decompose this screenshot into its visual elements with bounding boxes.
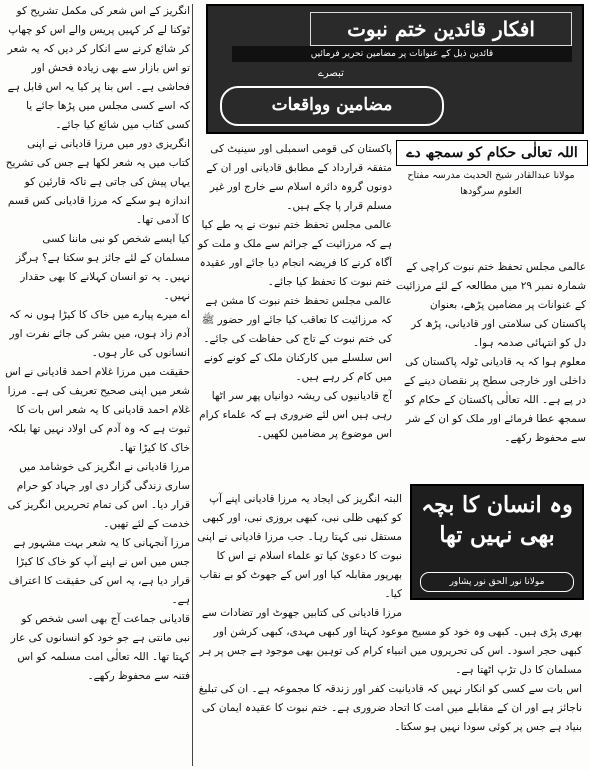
paragraph: حقیقت میں مرزا غلام احمد قادیانی نے اس شعر میں اپنی صحیح تعریف کی ہے۔ مرزا غلام احمد قادیانی کا یہ شعر اس بات کا ثبوت ہے کہ وہ آدم کی اولاد نہیں تھا بلکہ خاک کا کیڑا تھا۔ bbox=[5, 366, 190, 454]
article-headline: اللہ تعالٰی حکام کو سمجھ دے bbox=[396, 140, 588, 166]
paragraph: کیا ایسے شخص کو نبی ماننا کسی مسلمان کے لئے جائز ہو سکتا ہے؟ ہرگز نہیں۔ یہ تو انسان کہلانے کا بھی حقدار نہیں۔ bbox=[15, 233, 190, 302]
bottom-article-column bbox=[196, 490, 582, 766]
column-divider bbox=[192, 4, 193, 766]
paragraph: آج قادیانیوں کی ریشہ دوانیاں پھر سر اٹھا رہی ہیں اس لئے ضروری ہے کہ علماء کرام اس موضوع پر مضامین لکھیں۔ bbox=[199, 390, 392, 440]
section-subtitle-small: تبصرے bbox=[318, 68, 344, 79]
paragraph: عالمی مجلس تحفظ ختم نبوت کراچی کے شمارہ نمبر ۲۹ میں مطالعہ کے لئے مرزائیت کے عنوانات پر مضامین پڑھے، بعنوان پاکستان کی سلامتی اور قادیانی، پڑھ کر دل کو انتہائی صدمہ ہوا۔ bbox=[396, 261, 586, 349]
paragraph: عالمی مجلس تحفظ ختم نبوت نے یہ طے کیا ہے کہ مرزائیت کے جرائم سے ملک و ملت کو آگاہ کرنے کا فریضہ انجام دیا جائے اور عقیدہ ختم نبوت کا تحفظ کیا جائے۔ bbox=[198, 219, 392, 288]
paragraph: معلوم ہوا کہ یہ قادیانی ٹولہ پاکستان کی داخلی اور خارجی سطح پر نقصان دینے کے در پے ہے۔ اللہ تعالٰی پاکستان کے حکام کو سمجھ عطا فرمائے اور ملک کو ان کے شر سے محفوظ رکھے۔ bbox=[404, 356, 586, 444]
feature-title: وہ انسان کا بچہ بھی نہیں تھا bbox=[421, 492, 573, 548]
paragraph: انگریز کے اس شعر کی مکمل تشریح کو ٹوکنا لے کر کہیں پریس والے اس کو چھاپ کر شائع کرنے سے انکار کر دیں کہ یہ شعر تو اس بازار سے بھی زیادہ فحش اور فحاشی ہے۔ اس بنا پر کیا یہ اس قابل ہے کہ اسے کسی مجلس میں پڑھا جائے یا کسی کتاب میں شائع کیا جائے۔ bbox=[7, 5, 190, 131]
article-byline: مولانا عبدالقادر شیخ الحدیث مدرسہ مفتاح العلوم سرگودھا bbox=[407, 170, 575, 197]
right-article-column bbox=[396, 258, 586, 478]
paragraph: مرزا قادیانی کی کتابیں جھوٹ اور تضادات سے بھری پڑی ہیں۔ کبھی وہ خود کو مسیح موعود کہتا اور کبھی مہدی، کبھی کرشن اور کبھی حجر اسود۔ اس کی تحریروں میں انبیاء کرام کی توہین بھی موجود ہے جس پر ہر مسلمان کا دل تڑپ اٹھتا ہے۔ bbox=[199, 607, 582, 676]
paragraph: مرزا قادیانی نے انگریز کی خوشامد میں ساری زندگی گزار دی اور جہاد کو حرام قرار دیا۔ اس کی تمام تحریریں انگریز کی خدمت کے لئے تھیں۔ bbox=[7, 461, 190, 530]
middle-article-column bbox=[196, 140, 392, 486]
paragraph: اس بات سے کسی کو انکار نہیں کہ قادیانیت کفر اور زندقہ کا مجموعہ ہے۔ ان کی تبلیغ ناجائز ہے اور ان کے مقابلے میں امت کا اتحاد ضروری ہے۔ ختم نبوت کا عقیدہ ایمان کی بنیاد ہے جس پر کوئی سودا نہیں ہو سکتا۔ bbox=[198, 683, 582, 733]
paragraph: انگریزی دور میں مرزا قادیانی نے اپنی کتاب میں یہ شعر لکھا ہے جس کی تشریح یہاں پیش کی جاتی ہے تاکہ قارئین کو اندازہ ہو سکے کہ مرزا قادیانی کس قسم کا آدمی تھا۔ bbox=[5, 138, 190, 226]
left-article-column bbox=[4, 2, 190, 766]
section-header-banner bbox=[206, 4, 584, 134]
paragraph: اے میرے پیارے میں خاک کا کیڑا ہوں نہ کہ آدم زاد ہوں، میں بشر کی جائے نفرت اور انسانوں کی عار ہوں۔ bbox=[9, 309, 190, 359]
paragraph: البتہ انگریز کی ایجاد یہ مرزا قادیانی اپنے آپ کو کبھی ظلی نبی، کبھی بروزی نبی، اور کبھی مستقل نبی کہتا رہا۔ جب مرزا قادیانی نے اپنی نبوت کا دعویٰ کیا تو علماء اسلام نے اس کا بھرپور مقابلہ کیا اور اس کے جھوٹ کو بے نقاب کیا۔ bbox=[197, 493, 402, 600]
paragraph: قادیانی جماعت آج بھی اسی شخص کو نبی مانتی ہے جو خود کو انسانوں کی عار کہتا تھا۔ اللہ تعالٰی امت مسلمہ کو اس فتنہ سے محفوظ رکھے۔ bbox=[10, 613, 190, 682]
feature-byline: مولانا نور الحق نور پشاور bbox=[420, 572, 574, 592]
paragraph: پاکستان کی قومی اسمبلی اور سینیٹ کی متفقہ قرارداد کے مطابق قادیانی اور ان کے دونوں گروہ دائرہ اسلام سے خارج اور غیر مسلم قرار پا چکے ہیں۔ bbox=[206, 143, 392, 212]
banner-text-wrap-spacer bbox=[402, 490, 582, 608]
section-tagline: قائدین ذیل کے عنوانات پر مضامین تحریر فرمائیں bbox=[232, 46, 572, 62]
paragraph: مرزا آنجہانی کا یہ شعر بہت مشہور ہے جس میں اس نے اپنے آپ کو خاک کا کیڑا قرار دیا ہے، یہ اس کی حقیقت کا اعتراف ہے۔ bbox=[8, 537, 190, 606]
section-subtitle: مضامین وواقعات bbox=[220, 86, 444, 126]
paragraph: عالمی مجلس تحفظ ختم نبوت کا مشن ہے کہ مرزائیت کا تعاقب کیا جائے اور حضور ﷺ کی ختم نبوت کے تاج کی حفاظت کی جائے۔ اس سلسلے میں کارکنان ملک کے کونے کونے میں کام کر رہے ہیں۔ bbox=[201, 295, 392, 383]
section-title: افکار قائدین ختم نبوت bbox=[310, 12, 572, 46]
